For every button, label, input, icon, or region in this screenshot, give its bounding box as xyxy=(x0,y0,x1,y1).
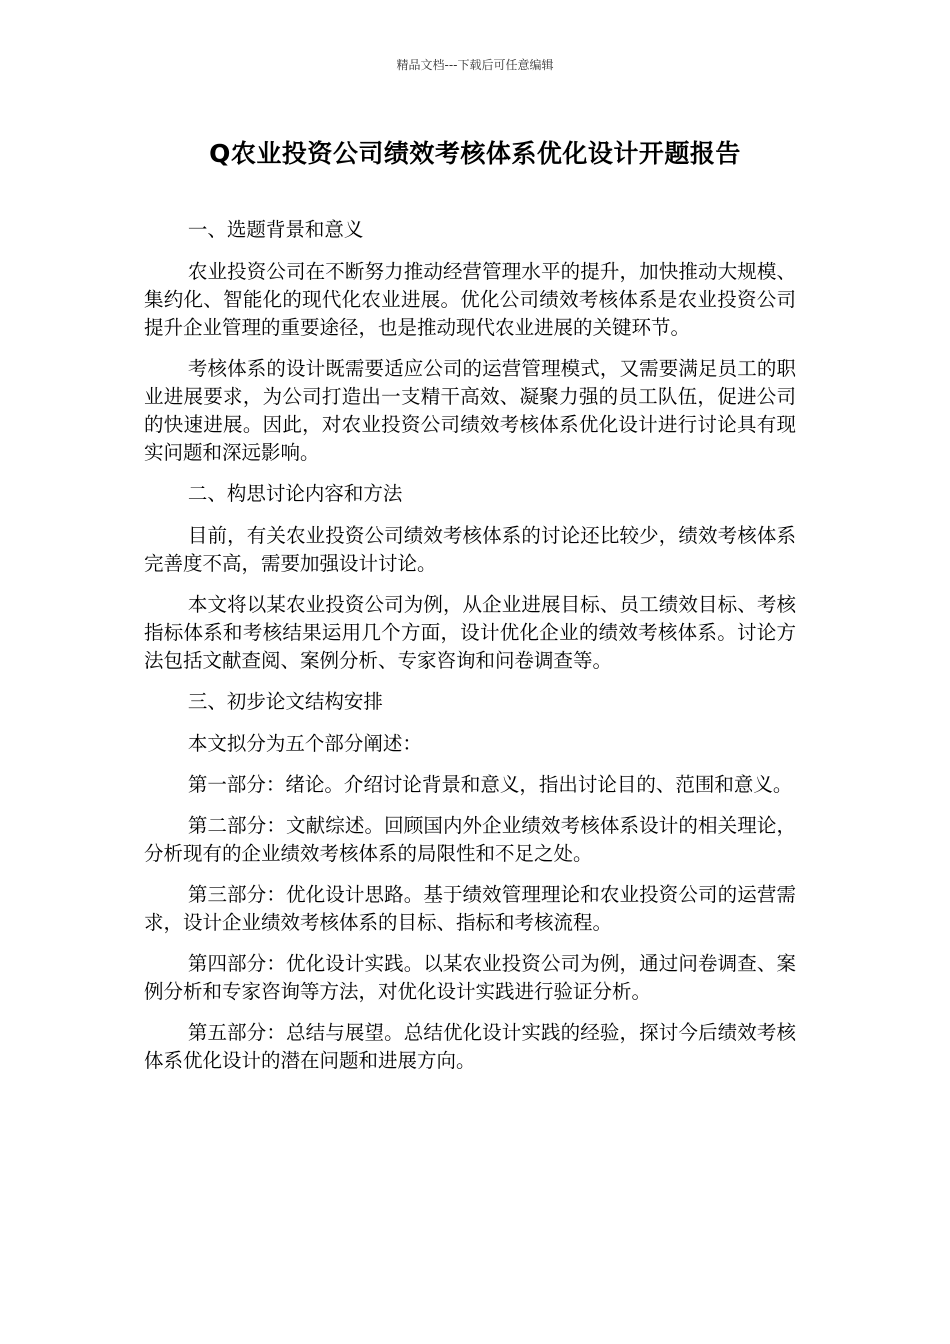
document-title: Q农业投资公司绩效考核体系优化设计开题报告 xyxy=(209,139,741,168)
paragraph-part-three: 第三部分：优化设计思路。基于绩效管理理论和农业投资公司的运营需求，设计企业绩效考核体系的目标、指标和考核流程。 xyxy=(144,883,796,934)
paragraph-part-four: 第四部分：优化设计实践。以某农业投资公司为例，通过问卷调查、案例分析和专家咨询等方法，对优化设计实践进行验证分析。 xyxy=(144,952,796,1003)
paragraph-part-one: 第一部分：绪论。介绍讨论背景和意义，指出讨论目的、范围和意义。 xyxy=(187,773,793,796)
document-body xyxy=(144,216,796,1088)
paragraph: 农业投资公司在不断努力推动经营管理水平的提升，加快推动大规模、集约化、智能化的现代化农业进展。优化公司绩效考核体系是农业投资公司提升企业管理的重要途径，也是推动现代农业进展的关键环节。 xyxy=(144,260,796,339)
section-heading-content-method: 二、构思讨论内容和方法 xyxy=(187,482,403,505)
paragraph: 考核体系的设计既需要适应公司的运营管理模式，又需要满足员工的职业进展要求，为公司打造出一支精干高效、凝聚力强的员工队伍，促进公司的快速进展。因此，对农业投资公司绩效考核体系优化设计进行讨论具有现实问题和深远影响。 xyxy=(144,357,796,464)
page-header: 精品文档---下载后可任意编辑 xyxy=(396,58,554,72)
paragraph-part-five: 第五部分：总结与展望。总结优化设计实践的经验，探讨今后绩效考核体系优化设计的潜在问题和进展方向。 xyxy=(144,1021,796,1072)
paragraph-part-two: 第二部分：文献综述。回顾国内外企业绩效考核体系设计的相关理论，分析现有的企业绩效考核体系的局限性和不足之处。 xyxy=(144,814,796,865)
paragraph: 本文拟分为五个部分阐述： xyxy=(187,732,422,755)
paragraph: 本文将以某农业投资公司为例，从企业进展目标、员工绩效目标、考核指标体系和考核结果运用几个方面，设计优化企业的绩效考核体系。讨论方法包括文献查阅、案例分析、专家咨询和问卷调查等。 xyxy=(144,593,796,672)
section-heading-background: 一、选题背景和意义 xyxy=(187,218,364,241)
paragraph: 目前，有关农业投资公司绩效考核体系的讨论还比较少，绩效考核体系完善度不高，需要加强设计讨论。 xyxy=(144,524,796,575)
section-heading-structure: 三、初步论文结构安排 xyxy=(187,690,383,713)
